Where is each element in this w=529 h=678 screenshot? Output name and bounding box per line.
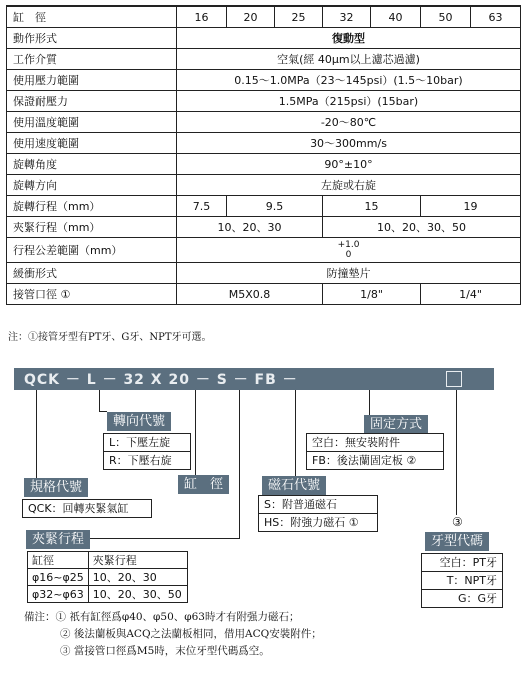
rotation-stroke-value: 9.5 (227, 196, 323, 217)
row-value: 90°±10° (177, 154, 521, 175)
rotation-box (103, 433, 191, 470)
bore-50: 50 (421, 6, 471, 28)
row-label: 保證耐壓力 (7, 91, 177, 112)
thread-code-placeholder (446, 371, 462, 387)
row-label: 旋轉方向 (7, 175, 177, 196)
spec-code-option: QCK：回轉夾緊氣缸 (28, 502, 129, 515)
row-value: 復動型 (177, 28, 521, 49)
row-value: 1.5MPa（215psi）(15bar) (177, 91, 521, 112)
model-code: QCK － L － 32 X 20 － S － FB － (24, 372, 298, 388)
remark-line: ③ 當接管口徑爲M5時，末位牙型代碼爲空。 (60, 645, 270, 657)
tolerance-lower: 0 (345, 250, 352, 260)
clamp-header-bore: 缸徑 (28, 552, 89, 569)
port-value: 1/4" (421, 284, 521, 305)
port-value: 1/8" (323, 284, 421, 305)
table-row (28, 569, 188, 586)
bore-16: 16 (177, 6, 227, 28)
cushion-value: 防撞墊片 (177, 263, 521, 284)
tolerance-value (177, 238, 521, 263)
magnet-title: 磁石代號 (262, 476, 326, 495)
rotation-option: L：下壓左旋 (104, 434, 190, 452)
remark-line: ② 後法蘭板與ACQ之法蘭板相同，借用ACQ安裝附件； (60, 628, 322, 640)
thread-option: T：NPT牙 (422, 572, 502, 590)
spec-code-box (22, 499, 152, 518)
magnet-option: HS：附強力磁石 ① (264, 516, 359, 529)
rotation-title: 轉向代號 (107, 412, 171, 431)
connector-line (239, 390, 240, 538)
row-value: -20～80℃ (177, 112, 521, 133)
thread-title: 牙型代碼 (425, 532, 489, 551)
thread-option: 空白：PT牙 (422, 554, 502, 572)
remark-line: 備注：① 祇有缸徑爲φ40、φ50、φ63時才有附强力磁石； (24, 611, 300, 623)
thread-option: G：G牙 (457, 592, 497, 605)
clamp-table (27, 551, 188, 603)
table-row (28, 586, 188, 603)
bore-25: 25 (275, 6, 323, 28)
bore-63: 63 (471, 6, 521, 28)
rotation-stroke-label: 旋轉行程（mm） (7, 196, 177, 217)
connector-line (36, 390, 37, 480)
connector-line (99, 390, 100, 412)
thread-marker: ③ (452, 515, 463, 529)
row-label: 旋轉角度 (7, 154, 177, 175)
port-note: 注：①接管牙型有PT牙、G牙、NPT牙可選。 (8, 332, 212, 343)
row-value: 0.15～1.0MPa（23～145psi）(1.5～10bar) (177, 70, 521, 91)
fixing-title: 固定方式 (364, 415, 428, 434)
row-label: 使用速度範圍 (7, 133, 177, 154)
row-label: 使用溫度範圍 (7, 112, 177, 133)
fixing-box (306, 433, 444, 470)
spec-table (6, 5, 520, 305)
bore-40: 40 (371, 6, 421, 28)
clamp-cell: φ16~φ25 (28, 569, 89, 586)
connector-line (456, 390, 457, 515)
row-label: 工作介質 (7, 49, 177, 70)
connector-line (295, 390, 296, 476)
row-label: 使用壓力範圍 (7, 70, 177, 91)
clamp-stroke-value: 10、20、30、50 (323, 217, 521, 238)
row-value: 空氣(經 40μm以上濾芯過濾) (177, 49, 521, 70)
port-value: M5X0.8 (177, 284, 323, 305)
connector-line (369, 390, 370, 416)
row-value: 30～300mm/s (177, 133, 521, 154)
bore-32: 32 (323, 6, 371, 28)
rotation-option: R：下壓右旋 (109, 454, 172, 467)
clamp-header-stroke: 夾緊行程 (88, 552, 187, 569)
row-value: 左旋或右旋 (177, 175, 521, 196)
connector-line (99, 411, 107, 412)
clamp-stroke-value: 10、20、30 (177, 217, 323, 238)
fixing-option: 空白：無安裝附件 (307, 434, 443, 452)
row-label: 動作形式 (7, 28, 177, 49)
remarks (24, 609, 322, 660)
table-row (28, 552, 188, 569)
clamp-stroke-label: 夾緊行程（mm） (7, 217, 177, 238)
thread-box (421, 553, 503, 608)
port-label: 接管口徑 ① (7, 284, 177, 305)
bore-label: 缸 徑 (7, 6, 177, 28)
tolerance-label: 行程公差範圍（mm） (7, 238, 177, 263)
cushion-label: 緩衝形式 (7, 263, 177, 284)
connector-line (195, 390, 196, 475)
rotation-stroke-value: 7.5 (177, 196, 227, 217)
clamp-cell: φ32~φ63 (28, 586, 89, 603)
rotation-stroke-value: 15 (323, 196, 421, 217)
bore-20: 20 (227, 6, 275, 28)
clamp-title: 夾緊行程 (26, 530, 90, 549)
magnet-option: S：附普通磁石 (259, 496, 377, 514)
tolerance-upper: +1.0 (337, 240, 360, 250)
clamp-cell: 10、20、30 (88, 569, 187, 586)
rotation-stroke-value: 19 (421, 196, 521, 217)
magnet-box (258, 495, 378, 532)
fixing-option: FB：後法蘭固定板 ② (312, 454, 417, 467)
bore-title: 缸 徑 (178, 475, 229, 494)
clamp-cell: 10、20、30、50 (88, 586, 187, 603)
spec-code-title: 規格代號 (24, 478, 88, 497)
